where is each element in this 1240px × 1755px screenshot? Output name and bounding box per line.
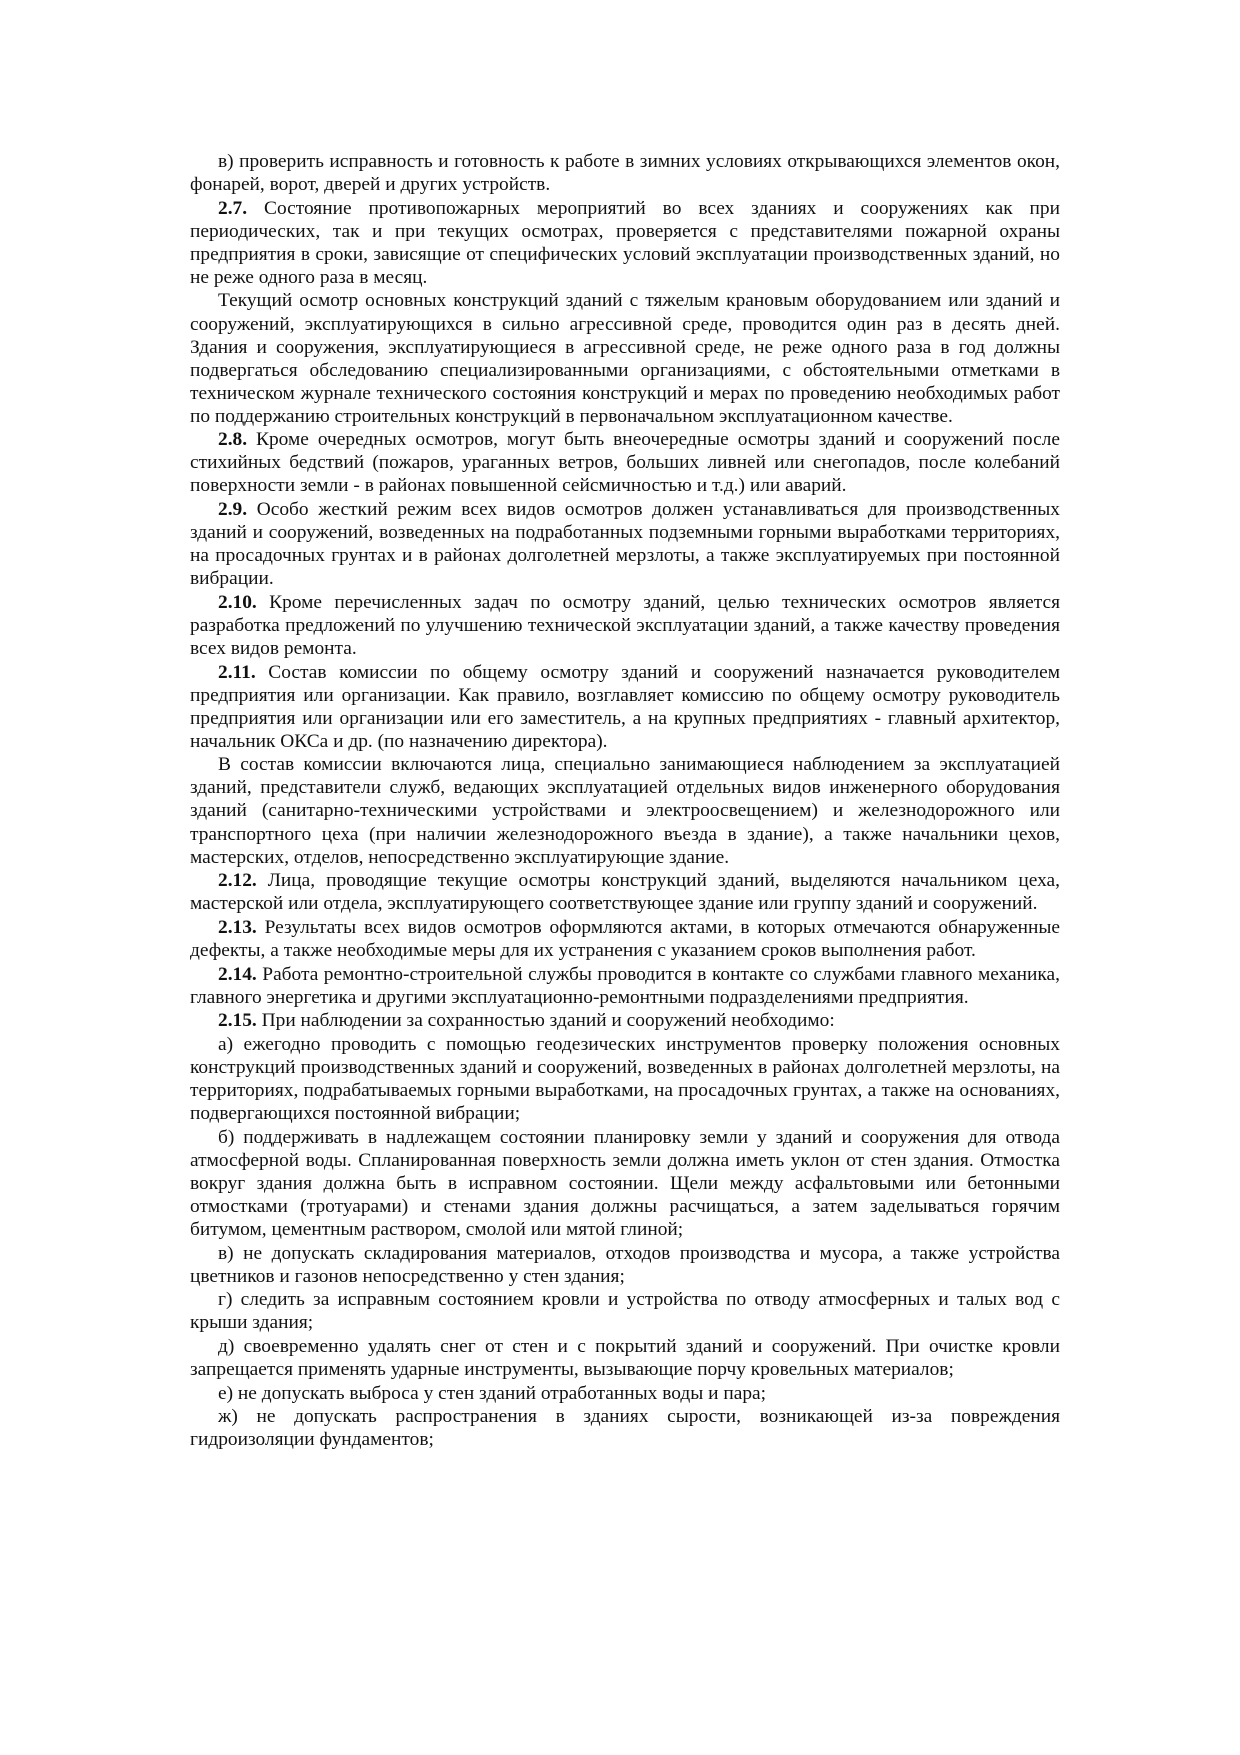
paragraph — [190, 753, 1060, 868]
paragraph-text: а) ежегодно проводить с помощью геодезических инструментов проверку положения основных конструкций производственных зданий и сооружений, возведенных в районах долголетней мерзлоты, на территориях, подрабатываемых горными выработками, на просадочных грунтах, а также на основаниях, подвергающихся постоянной вибрации; — [190, 1033, 1060, 1125]
paragraph — [190, 197, 1060, 289]
paragraph-text: ж) не допускать распространения в зданиях сырости, возникающей из-за повреждения гидроизоляции фундаментов; — [190, 1406, 1060, 1451]
paragraph — [190, 289, 1060, 427]
paragraph-text: е) не допускать выброса у стен зданий отработанных воды и пара; — [218, 1382, 767, 1404]
paragraph — [190, 1382, 1060, 1405]
paragraph-text: Текущий осмотр основных конструкций зданий с тяжелым крановым оборудованием или зданий и сооружений, эксплуатирующихся в сильно агрессивной среде, проводится один раз в десять дней. Здания и сооружения, эксплуатирующиеся в агрессивной среде, не реже одного раза в год должны подвергаться обследованию специализированными организациями, с обстоятельными отметками в техническом журнале технического состояния конструкций и мерах по проведению необходимых работ по поддержанию строительных конструкций в первоначальном эксплуатационном качестве. — [190, 290, 1060, 427]
paragraph-text: Состав комиссии по общему осмотру зданий и сооружений назначается руководителем предприятия или организации. Как правило, возглавляет комиссию по общему осмотру руководитель предприятия или организации или его заместитель, а на крупных предприятиях - главный архитектор, начальник ОКСа и др. (по назначению директора). — [190, 661, 1060, 752]
paragraph-text: Результаты всех видов осмотров оформляются актами, в которых отмечаются обнаруженные дефекты, а также необходимые меры для их устранения с указанием сроков выполнения работ. — [190, 916, 1060, 961]
paragraph-text: б) поддерживать в надлежащем состоянии планировку земли у зданий и сооружения для отвода атмосферной воды. Спланированная поверхность земли должна иметь уклон от стен здания. Отмостка вокруг здания должна быть в исправном состоянии. Щели между асфальтовыми или бетонными отмостками (тротуарами) и стенами здания должны расчищаться, а затем заделываться горячим битумом, цементным раствором, смолой или мятой глиной; — [190, 1126, 1060, 1240]
paragraph — [190, 1335, 1060, 1381]
clause-number: 2.12. — [218, 870, 257, 892]
paragraph-text: д) своевременно удалять снег от стен и с покрытий зданий и сооружений. При очистке кровли запрещается применять ударные инструменты, вызывающие порчу кровельных материалов; — [190, 1335, 1060, 1380]
clause-number: 2.9. — [218, 499, 248, 521]
clause-number: 2.11. — [218, 661, 256, 683]
clause-number: 2.10. — [218, 591, 257, 613]
paragraph — [190, 1405, 1060, 1451]
paragraph — [190, 661, 1060, 753]
clause-number: 2.8. — [218, 429, 248, 451]
paragraph — [190, 498, 1060, 590]
paragraph-text: Кроме очередных осмотров, могут быть внеочередные осмотры зданий и сооружений после стихийных бедствий (пожаров, ураганных ветров, больших ливней или снегопадов, после колебаний поверхности земли - в районах повышенной сейсмичностью и т.д.) или аварий. — [190, 429, 1060, 497]
document-page — [190, 150, 1060, 1452]
paragraph — [190, 1126, 1060, 1241]
paragraph-text: г) следить за исправным состоянием кровли и устройства по отводу атмосферных и талых вод с крыши здания; — [190, 1289, 1060, 1334]
paragraph-text: в) проверить исправность и готовность к работе в зимних условиях открывающихся элементов окон, фонарей, ворот, дверей и других устройств. — [190, 151, 1060, 196]
paragraph-text: В состав комиссии включаются лица, специально занимающиеся наблюдением за эксплуатацией зданий, представители служб, ведающих эксплуатацией отдельных видов инженерного оборудования зданий (санитарно-техническими устройствами и электроосвещением) и железнодорожного или транспортного цеха (при наличии железнодорожного въезда в здание), а также начальники цехов, мастерских, отделов, непосредственно эксплуатирующие здание. — [190, 754, 1060, 868]
paragraph — [190, 963, 1060, 1009]
paragraph-text: в) не допускать складирования материалов, отходов производства и мусора, а также устройства цветников и газонов непосредственно у стен здания; — [190, 1242, 1060, 1287]
paragraph — [190, 1288, 1060, 1334]
paragraph — [190, 150, 1060, 196]
paragraph-text: Состояние противопожарных мероприятий во всех зданиях и сооружениях как при периодических, так и при текущих осмотрах, проверяется с представителями пожарной охраны предприятия в сроки, зависящие от специфических условий эксплуатации производственных зданий, но не реже одного раза в месяц. — [190, 197, 1060, 288]
clause-number: 2.7. — [218, 197, 248, 219]
paragraph — [190, 1033, 1060, 1125]
paragraph-text: Лица, проводящие текущие осмотры конструкций зданий, выделяются начальником цеха, мастерской или отдела, эксплуатирующего соответствующее здание или группу зданий и сооружений. — [190, 870, 1060, 915]
paragraph-text: Кроме перечисленных задач по осмотру зданий, целью технических осмотров является разработка предложений по улучшению технической эксплуатации зданий, а также качеству проведения всех видов ремонта. — [190, 591, 1060, 659]
paragraph-text: Особо жесткий режим всех видов осмотров должен устанавливаться для производственных зданий и сооружений, возведенных на подработанных подземными горными выработками территориях, на просадочных грунтах и в районах долголетней мерзлоты, а также эксплуатируемых при постоянной вибрации. — [190, 499, 1060, 590]
paragraph-text: Работа ремонтно-строительной службы проводится в контакте со службами главного механика, главного энергетика и другими эксплуатационно-ремонтными подразделениями предприятия. — [190, 963, 1060, 1008]
paragraph — [190, 1009, 1060, 1032]
paragraph — [190, 869, 1060, 915]
clause-number: 2.13. — [218, 916, 257, 938]
paragraph — [190, 591, 1060, 660]
clause-number: 2.15. — [218, 1010, 257, 1032]
paragraph — [190, 428, 1060, 497]
paragraph-text: При наблюдении за сохранностью зданий и сооружений необходимо: — [256, 1010, 835, 1032]
clause-number: 2.14. — [218, 963, 257, 985]
paragraph — [190, 1242, 1060, 1288]
paragraph — [190, 916, 1060, 962]
